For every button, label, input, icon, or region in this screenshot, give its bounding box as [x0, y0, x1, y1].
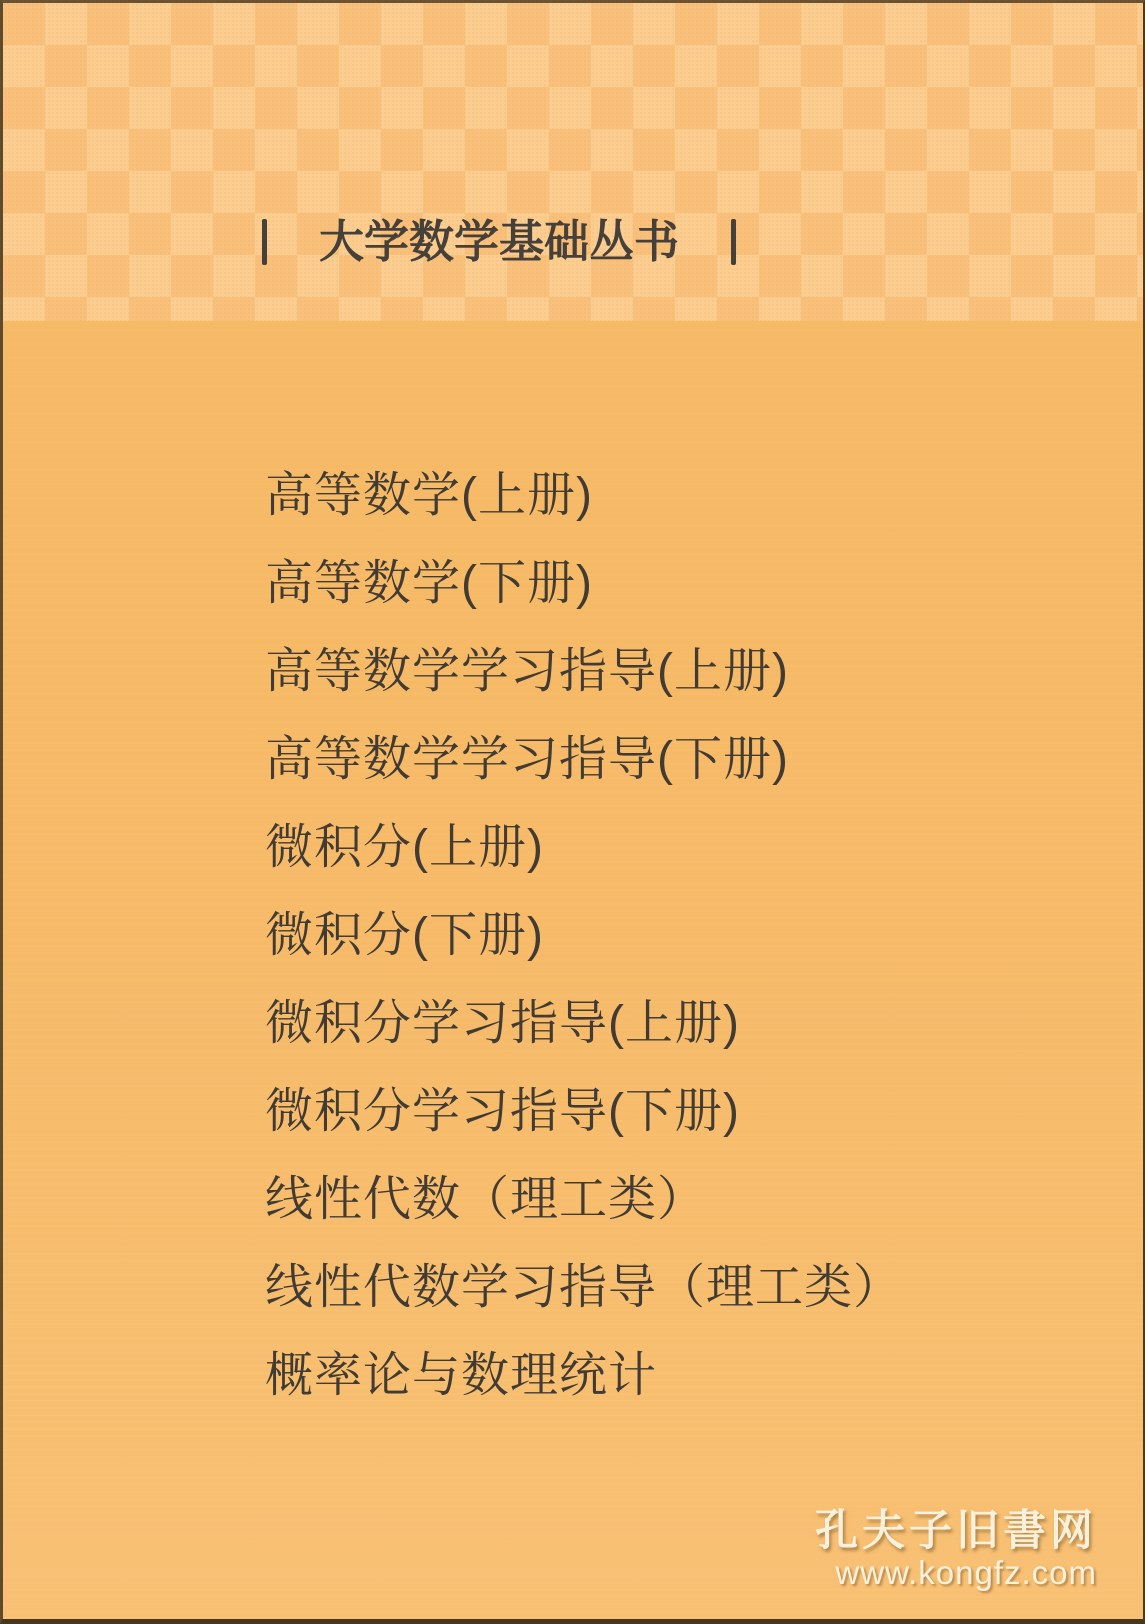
- book-title: 线性代数学习指导（理工类）: [265, 1261, 903, 1314]
- book-title: 线性代数（理工类）: [265, 1173, 707, 1226]
- diamond-pattern-band: [3, 3, 1143, 321]
- book-title: 微积分(下册): [265, 909, 544, 962]
- book-title: 高等数学学习指导(下册): [265, 733, 789, 786]
- header-bar-left-icon: [262, 219, 267, 265]
- series-title: 大学数学基础丛书: [319, 216, 680, 267]
- book-title: 高等数学(下册): [265, 557, 593, 610]
- book-title: 微积分学习指导(下册): [265, 1085, 740, 1138]
- watermark: [815, 1505, 1097, 1591]
- book-title: 概率论与数理统计: [265, 1349, 658, 1402]
- book-title: 微积分学习指导(上册): [265, 997, 740, 1050]
- series-header: [262, 215, 736, 269]
- book-title: 高等数学(上册): [265, 469, 593, 522]
- book-list: [265, 452, 1085, 1420]
- book-title: 高等数学学习指导(上册): [265, 645, 789, 698]
- book-title: 微积分(上册): [265, 821, 544, 874]
- watermark-site-url: www.kongfz.com: [835, 1554, 1097, 1591]
- header-bar-right-icon: [731, 219, 736, 265]
- watermark-site-name: 孔夫子旧書网: [815, 1505, 1097, 1556]
